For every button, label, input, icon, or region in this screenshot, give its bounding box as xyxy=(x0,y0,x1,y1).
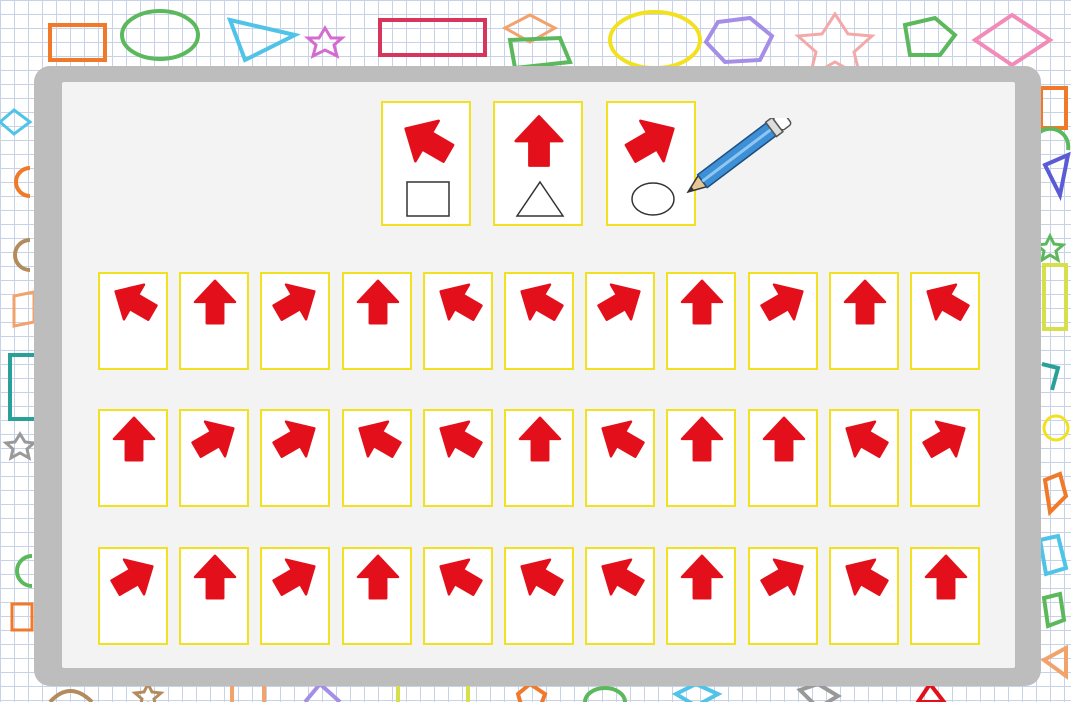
bg-triangle-red-bottom xyxy=(918,684,944,702)
arrow-up-left-icon xyxy=(590,551,652,603)
arrow-up-left-icon xyxy=(509,551,571,603)
bg-shape-teal-right xyxy=(1042,364,1058,390)
task-card[interactable] xyxy=(585,547,655,645)
bg-star-blue-left xyxy=(0,110,30,134)
arrow-up-left-icon xyxy=(509,276,571,328)
bg-rect-orange-bottom xyxy=(232,684,264,702)
task-card[interactable] xyxy=(98,547,168,645)
arrow-up-icon xyxy=(834,276,896,328)
bg-diamond-pink xyxy=(975,15,1050,65)
key-card-square xyxy=(381,101,471,226)
bg-triangle-purple-bottom xyxy=(305,684,340,702)
arrow-up-right-icon xyxy=(265,413,327,465)
bg-rectangle-red xyxy=(380,20,485,55)
task-card[interactable] xyxy=(342,272,412,370)
task-card[interactable] xyxy=(260,272,330,370)
bg-rect-orange-right xyxy=(1041,88,1066,128)
task-card[interactable] xyxy=(504,409,574,507)
arrow-up-right-icon xyxy=(753,276,815,328)
bg-rect-lime-bottom xyxy=(398,684,468,702)
bg-hexagon-orange-right xyxy=(1045,474,1066,512)
bg-circle-brown-left xyxy=(15,240,30,270)
arrow-up-left-icon xyxy=(347,413,409,465)
task-card[interactable] xyxy=(423,409,493,507)
task-card[interactable] xyxy=(748,272,818,370)
bg-star-blue-right xyxy=(1040,536,1066,574)
arrow-up-left-icon xyxy=(915,276,977,328)
arrow-up-right-icon xyxy=(753,551,815,603)
task-card[interactable] xyxy=(98,409,168,507)
task-card[interactable] xyxy=(342,409,412,507)
arrow-up-right-icon xyxy=(590,276,652,328)
task-card[interactable] xyxy=(666,272,736,370)
bg-rectangle-orange xyxy=(50,25,105,60)
task-card[interactable] xyxy=(585,272,655,370)
pencil-icon xyxy=(678,118,804,202)
arrow-up-left-icon xyxy=(428,276,490,328)
arrow-up-left-icon xyxy=(428,413,490,465)
key-card-triangle xyxy=(493,101,583,226)
arrow-up-right-icon xyxy=(103,551,165,603)
task-card[interactable] xyxy=(179,409,249,507)
bg-shape-green-right xyxy=(1044,594,1064,626)
bg-triangle-peach-right xyxy=(1044,648,1066,676)
triangle-icon xyxy=(515,179,565,219)
arrow-up-left-icon xyxy=(388,111,466,171)
arrow-up-icon xyxy=(184,276,246,328)
bg-shape-gray-bottom xyxy=(800,684,838,702)
bg-octagon-purple xyxy=(706,18,772,62)
bg-circle-green-left xyxy=(17,556,32,586)
task-card[interactable] xyxy=(748,409,818,507)
arrow-up-icon xyxy=(671,413,733,465)
arrow-up-icon xyxy=(500,111,578,171)
task-card[interactable] xyxy=(179,272,249,370)
bg-hexagon-green xyxy=(905,18,955,55)
task-card[interactable] xyxy=(504,272,574,370)
task-card[interactable] xyxy=(423,547,493,645)
arrow-up-icon xyxy=(671,276,733,328)
bg-square-orange-left xyxy=(12,604,32,630)
arrow-up-icon xyxy=(671,551,733,603)
task-card[interactable] xyxy=(585,409,655,507)
task-card[interactable] xyxy=(666,547,736,645)
arrow-up-icon xyxy=(915,551,977,603)
bg-triangle-blue xyxy=(230,20,295,60)
arrow-up-right-icon xyxy=(265,276,327,328)
arrow-up-right-icon xyxy=(265,551,327,603)
bg-triangle-purple-right xyxy=(1045,155,1068,195)
bg-pentagon-green xyxy=(510,38,570,68)
task-card[interactable] xyxy=(829,409,899,507)
arrow-up-left-icon xyxy=(428,551,490,603)
arrow-up-left-icon xyxy=(834,551,896,603)
task-card[interactable] xyxy=(423,272,493,370)
arrow-up-left-icon xyxy=(103,276,165,328)
bg-shape-orange-left xyxy=(14,292,34,326)
task-card[interactable] xyxy=(910,547,980,645)
arrow-up-left-icon xyxy=(590,413,652,465)
bg-star-brown-bottom xyxy=(135,684,161,702)
task-card[interactable] xyxy=(748,547,818,645)
arrow-up-icon xyxy=(103,413,165,465)
arrow-up-icon xyxy=(347,551,409,603)
bg-rect-lime-right xyxy=(1044,265,1066,329)
arrow-up-right-icon xyxy=(184,413,246,465)
task-card[interactable] xyxy=(342,547,412,645)
task-card[interactable] xyxy=(98,272,168,370)
square-icon xyxy=(403,179,453,219)
task-card[interactable] xyxy=(179,547,249,645)
bg-oval-yellow xyxy=(610,12,700,68)
task-card[interactable] xyxy=(829,272,899,370)
task-card[interactable] xyxy=(829,547,899,645)
arrow-up-right-icon xyxy=(915,413,977,465)
bg-rectangle-teal-left xyxy=(10,355,36,419)
bg-diamond-blue-bottom xyxy=(676,684,718,702)
bg-circle-yellow-right xyxy=(1044,416,1068,440)
task-card[interactable] xyxy=(504,547,574,645)
task-card[interactable] xyxy=(260,547,330,645)
task-card[interactable] xyxy=(910,272,980,370)
bg-oval-green xyxy=(122,11,198,59)
arrow-up-icon xyxy=(184,551,246,603)
task-card[interactable] xyxy=(260,409,330,507)
circle-icon xyxy=(628,179,678,219)
bg-shape-brown-bottom xyxy=(50,691,92,702)
bg-circle-orange-left xyxy=(16,168,30,196)
bg-star-pink xyxy=(308,28,342,56)
bg-star-gray-left xyxy=(6,434,34,458)
bg-oval-green-bottom xyxy=(585,688,625,702)
task-card[interactable] xyxy=(666,409,736,507)
arrow-up-left-icon xyxy=(834,413,896,465)
bg-arc-green-right xyxy=(1040,129,1068,150)
arrow-up-icon xyxy=(753,413,815,465)
arrow-up-icon xyxy=(509,413,571,465)
task-card[interactable] xyxy=(910,409,980,507)
bg-pentagon-orange-bottom xyxy=(518,684,545,702)
arrow-up-icon xyxy=(347,276,409,328)
